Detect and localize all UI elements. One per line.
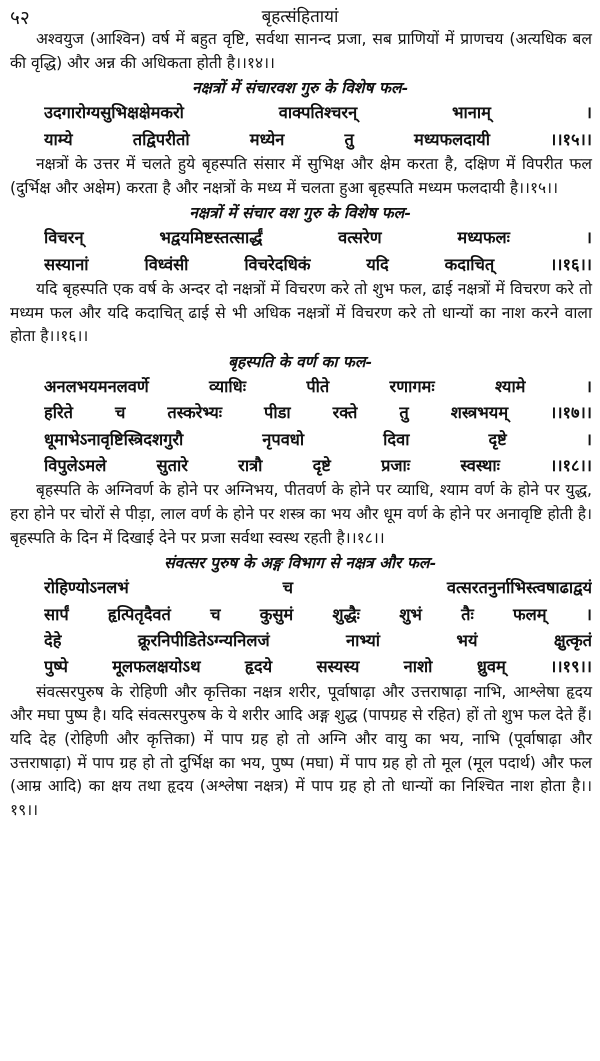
verse-line: उदगारोग्यसुभिक्षक्षेमकरो वाक्पतिश्चरन् भानाम् । [44, 103, 592, 123]
verse-line: विपुलेऽमले सुतारे रात्रौ दृष्टे प्रजाः स्वस्थाः ।।१८।। [44, 456, 592, 475]
page-number: ५२ [10, 7, 30, 29]
page-header [0, 0, 600, 28]
section-heading: संवत्सर पुरुष के अङ्ग विभाग से नक्षत्र और फल- [164, 553, 436, 573]
commentary-paragraph: संवत्सरपुरुष के रोहिणी और कृत्तिका नक्षत्र शरीर, पूर्वाषाढ़ा और उत्तराषाढ़ा नाभि, आश्लेषा हृदय और मघा पुष्प है। यदि संवत्सरपुरुष के ये शरीर आदि अङ्ग शुद्ध (पापग्रह से रहित) हों तो शुभ फल देते हैं। यदि देह (रोहिणी और कृत्तिका) में पाप ग्रह हो तो अग्नि और वायु का भय, नाभि (पूर्वाषाढ़ा और उत्तराषाढ़ा) में पाप ग्रह हो तो दुर्भिक्ष का भय, पुष्प (मघा) में पाप ग्रह हो तो मूल (मूल पदार्थ) और फल (आम्र आदि) का क्षय तथा हृदय (अश्लेषा नक्षत्र) में पाप ग्रह हो तो धान्यों का निश्चित नाश होता है।।१९।। [10, 682, 592, 819]
running-title: बृहत्संहितायां [261, 7, 339, 27]
section-heading: नक्षत्रों में संचारवश गुरु के विशेष फल- [192, 78, 408, 98]
verse-line: देहे क्रूरनिपीडितेऽग्न्यनिलजं नाभ्यां भयं क्षुत्कृतं [44, 631, 592, 650]
verse-line: सार्पं हृत्पितृदैवतं च कुसुमं शुद्धैः शुभं तैः फलम् । [44, 604, 592, 624]
verse-line: धूमाभेऽनावृष्टिस्त्रिदशगुरौ नृपवधो दिवा दृष्टे । [44, 429, 592, 449]
commentary-paragraph: बृहस्पति के अग्निवर्ण के होने पर अग्निभय, पीतवर्ण के होने पर व्याधि, श्याम वर्ण के होने पर युद्ध, हरा होने पर चोरों से पीड़ा, लाल वर्ण के होने पर शस्त्र का भय और धूम वर्ण के होने पर अनावृष्टि होती है। बृहस्पति के दिन में दिखाई देने पर प्रजा सर्वथा स्वस्थ रहती है।।१८।। [10, 481, 592, 547]
commentary-paragraph: नक्षत्रों के उत्तर में चलते हुये बृहस्पति संसार में सुभिक्ष और क्षेम करता है, दक्षिण में विपरीत फल (दुर्भिक्ष और अक्षेम) करता है और नक्षत्रों के मध्य में चलता हुआ बृहस्पति मध्यम फलदायी है।।१५।। [10, 155, 592, 197]
commentary-paragraph: यदि बृहस्पति एक वर्ष के अन्दर दो नक्षत्रों में विचरण करे तो शुभ फल, ढाई नक्षत्रों में विचरण करे तो मध्यम फल और यदि कदाचित् ढाई से भी अधिक नक्षत्रों में विचरण करे तो धान्यों का नाश करने वाला होता है।।१६।। [10, 280, 592, 346]
verse-line: याम्ये तद्विपरीतो मध्येन तु मध्यफलदायी ।।१५।। [44, 129, 592, 149]
verse-line: रोहिण्योऽनलभं च वत्सरतनुर्नाभिस्त्वषाढाद्वयं [44, 578, 592, 598]
verse-line: हरिते च तस्करेभ्यः पीडा रक्ते तु शस्त्रभयम् ।।१७।। [44, 403, 592, 423]
verse-line: अनलभयमनलवर्णे व्याधिः पीते रणागमः श्यामे । [44, 376, 592, 396]
section-heading: नक्षत्रों में संचार वश गुरु के विशेष फल- [189, 203, 411, 223]
verse-line: सस्यानां विध्वंसी विचरेदधिकं यदि कदाचित् ।।१६।। [44, 254, 592, 274]
verse-line: पुष्पे मूलफलक्षयोऽथ हृदये सस्यस्य नाशो ध्रुवम् ।।१९।। [44, 657, 592, 677]
verse-line: विचरन् भद्वयमिष्टस्तत्सार्द्धं वत्सरेण मध्यफलः । [44, 228, 592, 248]
commentary-paragraph: अश्वयुज (आश्विन) वर्ष में बहुत वृष्टि, सर्वथा सानन्द प्रजा, सब प्राणियों में प्राणचय (अत्यधिक बल की वृद्धि) और अन्न की अधिकता होती है।।१४।। [10, 30, 592, 72]
section-heading: बृहस्पति के वर्ण का फल- [228, 351, 372, 371]
